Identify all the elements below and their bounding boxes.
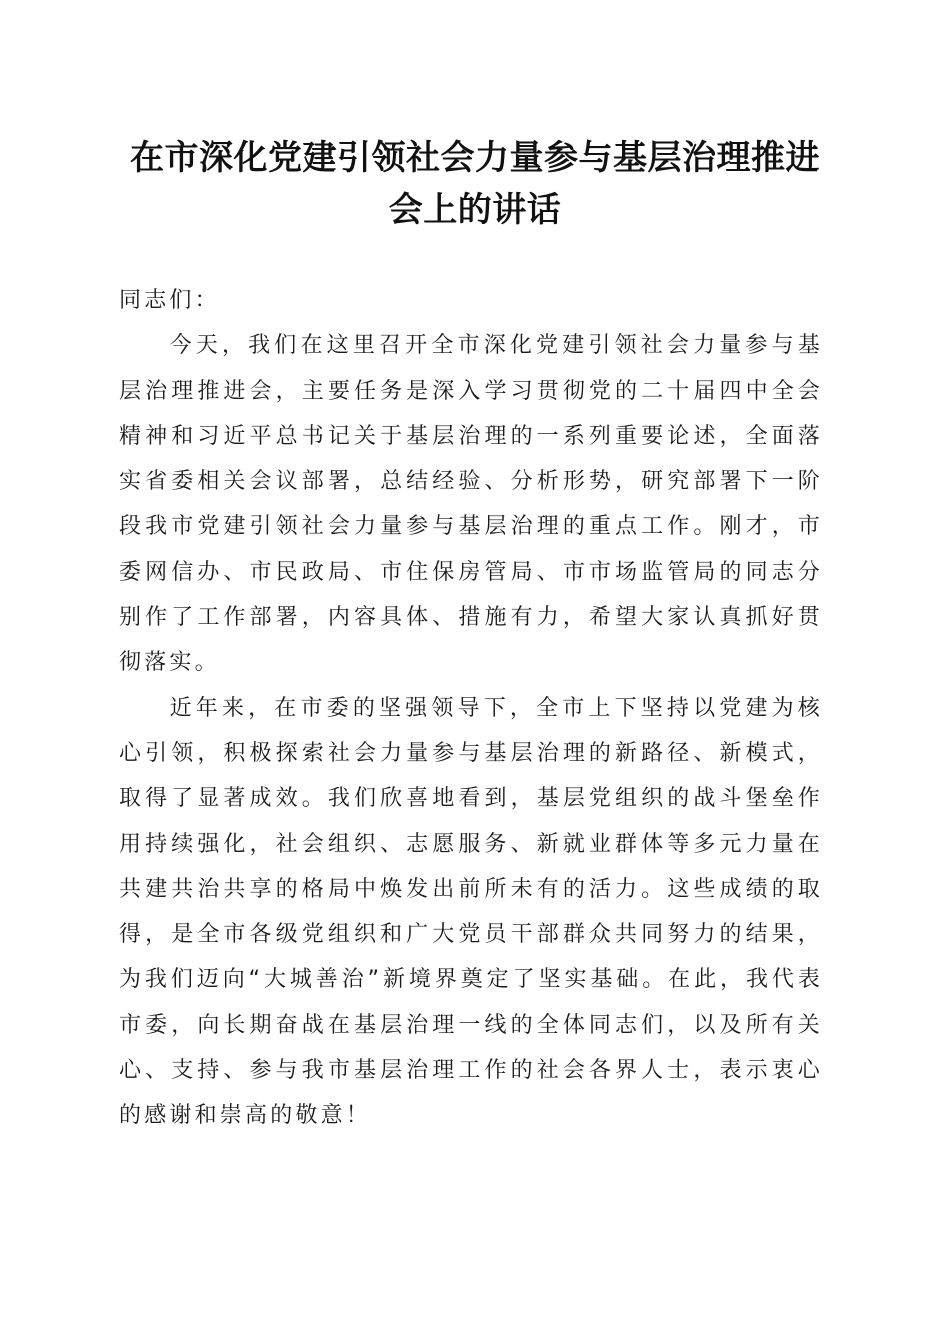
title-line-1: 在市深化党建引领社会力量参与基层治理推进	[130, 138, 820, 178]
title-line-2: 会上的讲话	[388, 190, 562, 230]
paragraph-2: 近年来，在市委的坚强领导下，全市上下坚持以党建为核心引领，积极探索社会力量参与基层治理的新路径、新模式，取得了显著成效。我们欣喜地看到，基层党组织的战斗堡垒作用持续强化，社会组织、志愿服务、新就业群体等多元力量在共建共治共享的格局中焕发出前所未有的活力。这些成绩的取得，是全市各级党组织和广大党员干部群众共同努力的结果，为我们迈向“大城善治”新境界奠定了坚实基础。在此，我代表市委，向长期奋战在基层治理一线的全体同志们，以及所有关心、支持、参与我市基层治理工作的社会各界人士，表示衷心的感谢和崇高的敬意！	[119, 695, 823, 1129]
salutation: 同志们：	[119, 288, 220, 313]
paragraph-1: 今天，我们在这里召开全市深化党建引领社会力量参与基层治理推进会，主要任务是深入学习贯彻党的二十届四中全会精神和习近平总书记关于基层治理的一系列重要论述，全面落实省委相关会议部署，总结经验、分析形势，研究部署下一阶段我市党建引领社会力量参与基层治理的重点工作。刚才，市委网信办、市民政局、市住保房管局、市市场监管局的同志分别作了工作部署，内容具体、措施有力，希望大家认真抓好贯彻落实。	[119, 333, 823, 676]
speech-body	[119, 278, 823, 1139]
speech-title	[110, 132, 840, 236]
